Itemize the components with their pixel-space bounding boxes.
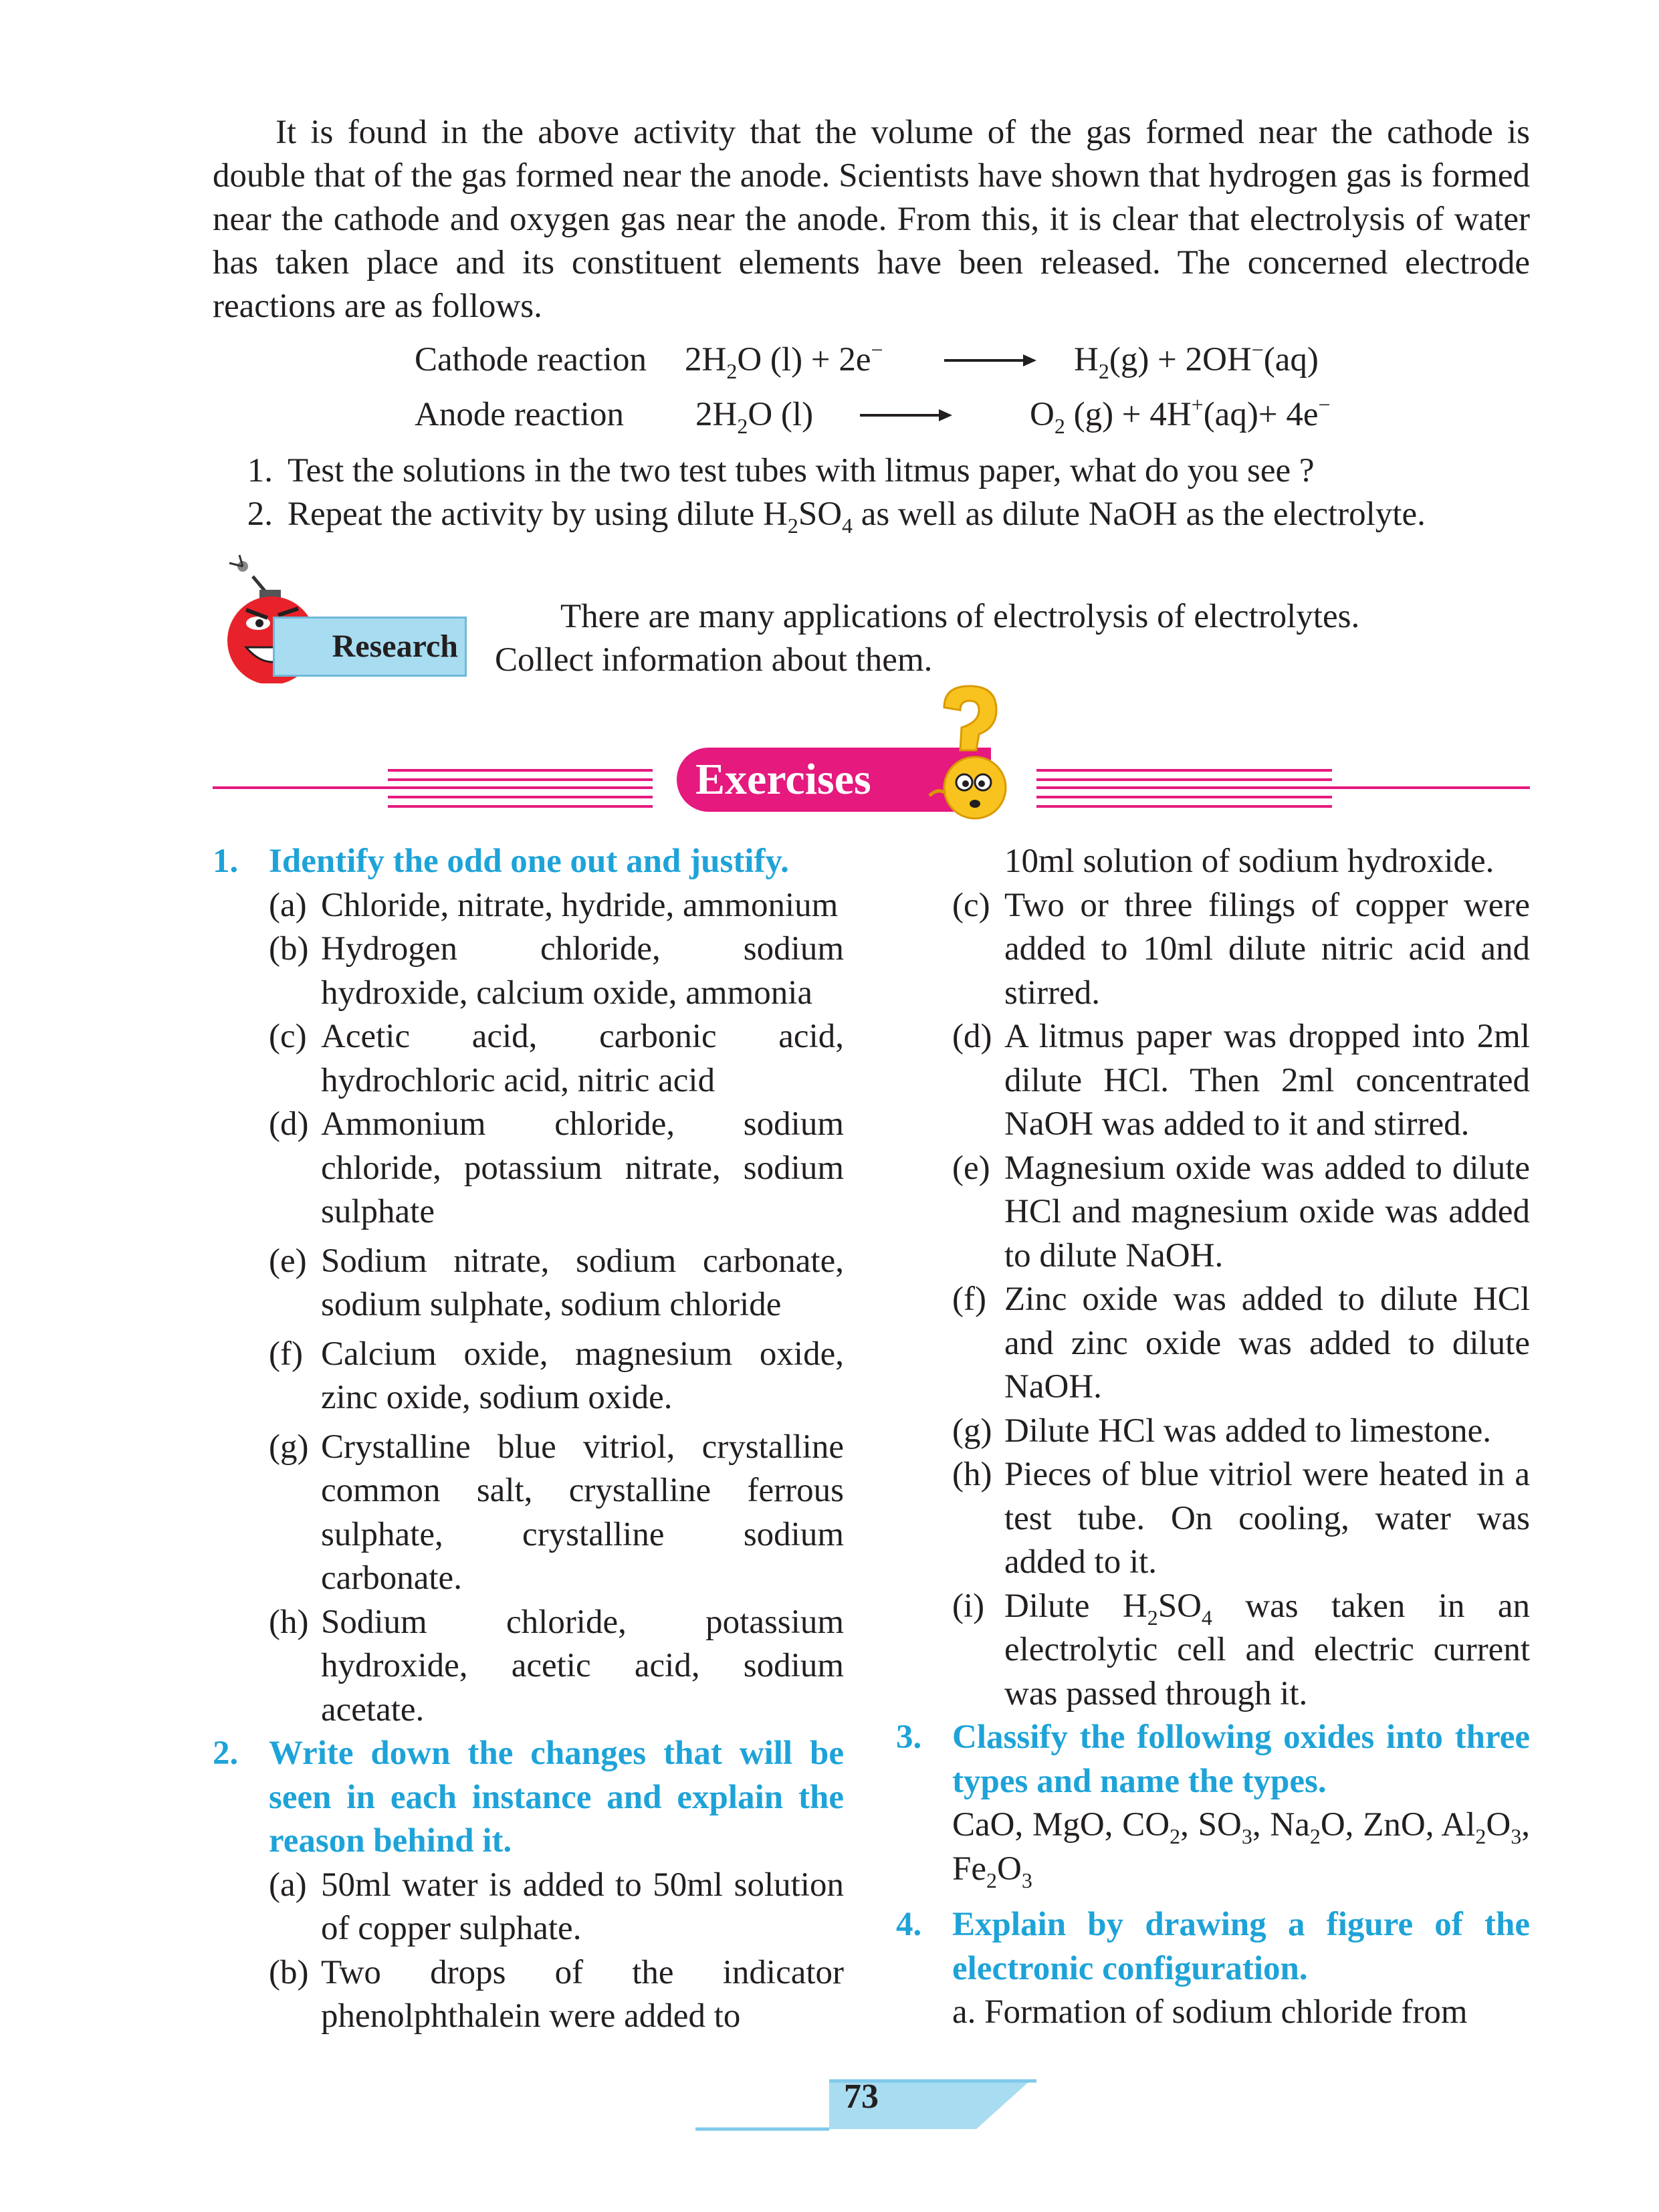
research-label: Research [273, 617, 467, 677]
q2-item-f: (f) Zinc oxide was added to dilute HCl and zinc oxide was added to dilute NaOH. [952, 1281, 1530, 1406]
research-text-line1: There are many applications of electrolysis of electrolytes. [560, 598, 1360, 635]
q2-item-g: (g) Dilute HCl was added to limestone. [952, 1412, 1492, 1450]
q1-item-b: (b) Hydrogen chloride, sodium hydroxide, calcium oxide, ammonia [269, 930, 844, 1012]
reaction-arrow-icon [944, 350, 1038, 370]
question-3-oxides: CaO, MgO, $CO_2$, $SO_3$, $Na_2O$, ZnO, $Al_2O_3$, $Fe_2O_3$ [952, 1806, 1531, 1892]
q2-item-h: (h) Pieces of blue vitriol were heated in a test tube. On cooling, water was added to it. [952, 1456, 1530, 1581]
question-3-heading: Classify the following oxides into three types and name the types. [952, 1719, 1530, 1800]
question-4-heading: Explain by drawing a figure of the electronic configuration. [952, 1906, 1530, 1987]
research-text-line2: Collect information about them. [495, 641, 933, 679]
cathode-reaction-label: Cathode reaction [415, 341, 647, 378]
anode-reaction-label: Anode reaction [415, 396, 624, 433]
divider-line [1036, 796, 1332, 798]
question-3: 3. Classify the following oxides into three types and name the types. CaO, MgO, $CO_2$, $SO_3$, $Na_2O$, ZnO, $Al_2O_3$, $Fe_2O_3$ [896, 1716, 1530, 1891]
question-mark-mascot-icon [917, 681, 1018, 822]
exercises-left-column [213, 840, 844, 2039]
page-number: 73 [844, 2078, 879, 2116]
q2-item-i: (i) Dilute $H_2SO_4$ was taken in an electrolytic cell and electric current was passed through it. [952, 1587, 1531, 1712]
q1-item-h: (h) Sodium chloride, potassium hydroxide, acetic acid, sodium acetate. [269, 1603, 844, 1729]
q1-item-d: (d) Ammonium chloride, sodium chloride, potassium nitrate, sodium sulphate [269, 1105, 844, 1230]
anode-reaction-reactants: $2H_2O$ (l) [695, 396, 814, 438]
reaction-arrow-icon [860, 405, 954, 425]
exercises-title: Exercises [677, 748, 991, 812]
q1-item-f: (f) Calcium oxide, magnesium oxide, zinc oxide, sodium oxide. [269, 1335, 844, 1416]
divider-line [388, 796, 653, 798]
question-4: 4. Explain by drawing a figure of the electronic configuration. a. Formation of sodium chloride from [896, 1903, 1530, 2035]
cathode-reaction-reactants: $2H_2O$ (l) + 2e− [685, 338, 883, 383]
divider-line [1036, 778, 1332, 781]
q2-item-a: (a) 50ml water is added to 50ml solution of copper sulphate. [269, 1866, 844, 1947]
cathode-reaction-products: $H_2(g) + 2OH^-(aq)$ [1074, 338, 1319, 383]
exercises-right-column [896, 840, 1530, 2035]
question-2: 2. Write down the changes that will be seen in each instance and explain the reason behind it. [213, 1732, 844, 1864]
q2-item-b-continued: 10ml solution of sodium hydroxide. [1004, 843, 1495, 880]
divider-line [388, 805, 653, 808]
divider-line [1036, 805, 1332, 808]
q2-item-e: (e) Magnesium oxide was added to dilute HCl and magnesium oxide was added to dilute NaOH. [952, 1149, 1530, 1275]
divider-line [1036, 786, 1530, 789]
intro-paragraph: It is found in the above activity that the volume of the gas formed near the cathode is double that of the gas formed near the anode. Scientists have shown that hydrogen gas is formed near the cathode and oxygen gas near the anode. From this, it is clear that electrolysis of water has taken place and its constituent elements have been released. The concerned electrode reactions are as follows. [213, 114, 1530, 325]
divider-line [388, 778, 653, 781]
q2-item-d: (d) A litmus paper was dropped into 2ml dilute HCl. Then 2ml concentrated NaOH was added to it and stirred. [952, 1018, 1530, 1143]
question-2-heading: Write down the changes that will be seen in each instance and explain the reason behind it. [269, 1735, 844, 1860]
divider-line [1036, 769, 1332, 772]
activity-question: 2. Repeat the activity by using dilute $H_2SO_4$ as well as dilute NaOH as the electrolyte. [247, 495, 1426, 538]
question-4-part-a: a. Formation of sodium chloride from [952, 1993, 1468, 2031]
question-1-heading: Identify the odd one out and justify. [269, 843, 789, 880]
divider-line [388, 769, 653, 772]
activity-question: 1. Test the solutions in the two test tubes with litmus paper, what do you see ? [247, 452, 1315, 489]
q1-item-e: (e) Sodium nitrate, sodium carbonate, sodium sulphate, sodium chloride [269, 1242, 844, 1323]
q1-item-c: (c) Acetic acid, carbonic acid, hydrochloric acid, nitric acid [269, 1018, 844, 1099]
question-1: 1. Identify the odd one out and justify. [213, 840, 844, 884]
divider-line [213, 786, 653, 789]
q2-item-c: (c) Two or three filings of copper were added to 10ml dilute nitric acid and stirred. [952, 886, 1530, 1012]
q2-item-b: (b) Two drops of the indicator phenolphthalein were added to [269, 1953, 844, 2035]
q1-item-a: (a) Chloride, nitrate, hydride, ammonium [269, 886, 839, 924]
q1-item-g: (g) Crystalline blue vitriol, crystalline common salt, crystalline ferrous sulphate, crystalline sodium carbonate. [269, 1428, 844, 1597]
anode-reaction-products: $O_2$ (g) + 4H+(aq)+ 4e− [1030, 393, 1331, 438]
